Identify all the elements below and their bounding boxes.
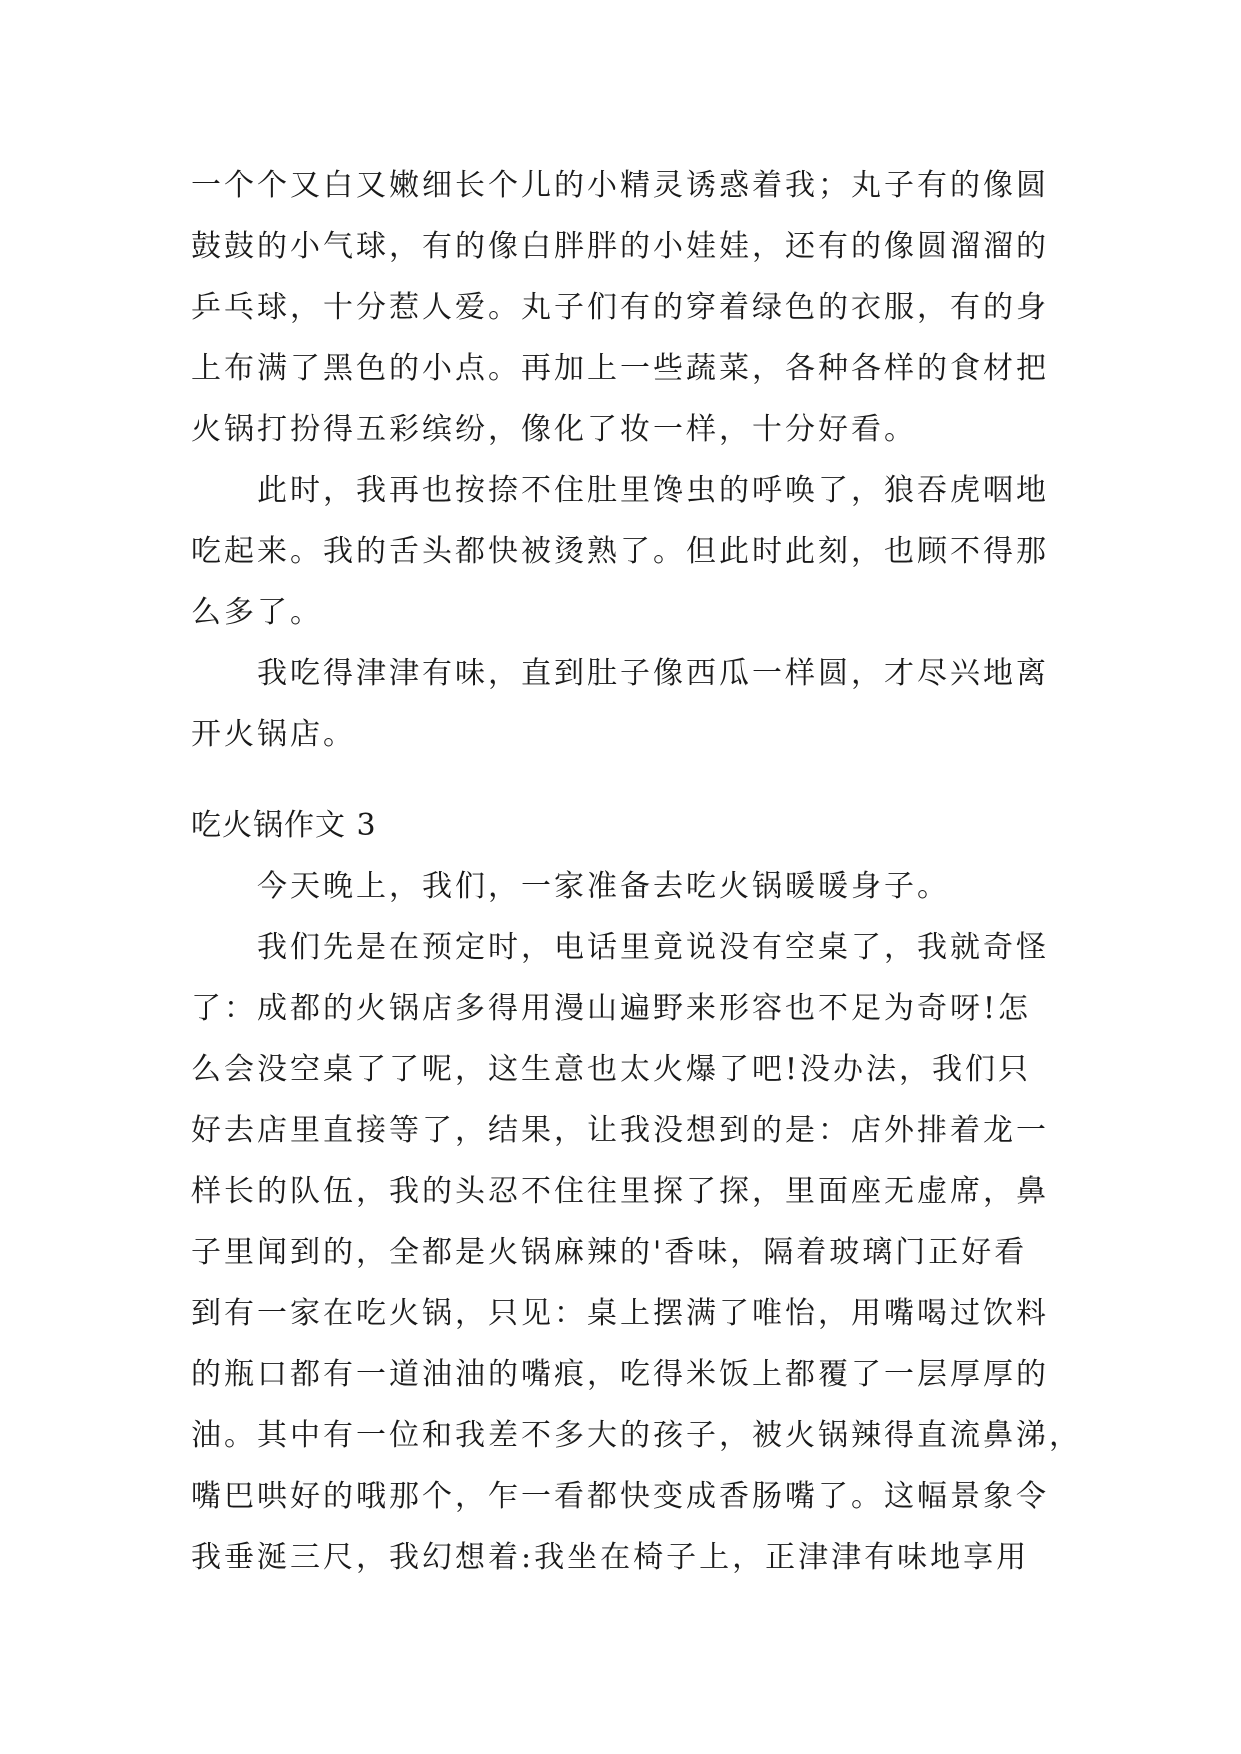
- text-line: 我吃得津津有味，直到肚子像西瓜一样圆，才尽兴地离: [257, 656, 1049, 691]
- text-line: 一个个又白又嫩细长个儿的小精灵诱惑着我；丸子有的像圆: [191, 168, 1049, 203]
- text-line: 乒乓球，十分惹人爱。丸子们有的穿着绿色的衣服，有的身: [191, 290, 1049, 325]
- text-line: 子里闻到的，全都是火锅麻辣的'香味，隔着玻璃门正好看: [191, 1235, 1028, 1270]
- text-line: 油。其中有一位和我差不多大的孩子，被火锅辣得直流鼻涕，: [191, 1418, 1082, 1453]
- text-line: 鼓鼓的小气球，有的像白胖胖的小娃娃，还有的像圆溜溜的: [191, 229, 1049, 264]
- paragraph: [191, 856, 1055, 917]
- essay-body: [191, 856, 1082, 1588]
- essay-continuation: [191, 155, 1055, 765]
- text-line: 吃起来。我的舌头都快被烫熟了。但此时此刻，也顾不得那: [191, 534, 1049, 569]
- text-line: 到有一家在吃火锅，只见：桌上摆满了唯怡，用嘴喝过饮料: [191, 1296, 1049, 1331]
- text-line: 好去店里直接等了，结果，让我没想到的是：店外排着龙一: [191, 1113, 1049, 1148]
- text-line: 嘴巴哄好的哦那个，乍一看都快变成香肠嘴了。这幅景象令: [191, 1479, 1049, 1514]
- text-line: 我垂涎三尺，我幻想着:我坐在椅子上，正津津有味地享用: [191, 1540, 1030, 1575]
- text-line: 上布满了黑色的小点。再加上一些蔬菜，各种各样的食材把: [191, 351, 1049, 386]
- text-line: 此时，我再也按捺不住肚里馋虫的呼唤了，狼吞虎咽地: [257, 473, 1049, 508]
- text-line: 开火锅店。: [191, 717, 356, 752]
- paragraph: [191, 155, 1055, 460]
- paragraph: [191, 917, 1082, 1588]
- text-line: 么多了。: [191, 595, 323, 630]
- text-line: 的瓶口都有一道油油的嘴痕，吃得米饭上都覆了一层厚厚的: [191, 1357, 1049, 1392]
- essay-heading: 吃火锅作文 3: [191, 808, 377, 843]
- paragraph: [191, 460, 1055, 643]
- text-line: 样长的队伍，我的头忍不住往里探了探，里面座无虚席，鼻: [191, 1174, 1049, 1209]
- text-line: 今天晚上，我们，一家准备去吃火锅暖暖身子。: [257, 869, 950, 904]
- paragraph: [191, 643, 1055, 765]
- text-line: 火锅打扮得五彩缤纷，像化了妆一样，十分好看。: [191, 412, 917, 447]
- text-line: 我们先是在预定时，电话里竟说没有空桌了，我就奇怪: [257, 930, 1049, 965]
- text-line: 么会没空桌了了呢，这生意也太火爆了吧!没办法，我们只: [191, 1052, 1032, 1087]
- text-line: 了：成都的火锅店多得用漫山遍野来形容也不足为奇呀!怎: [191, 991, 1032, 1026]
